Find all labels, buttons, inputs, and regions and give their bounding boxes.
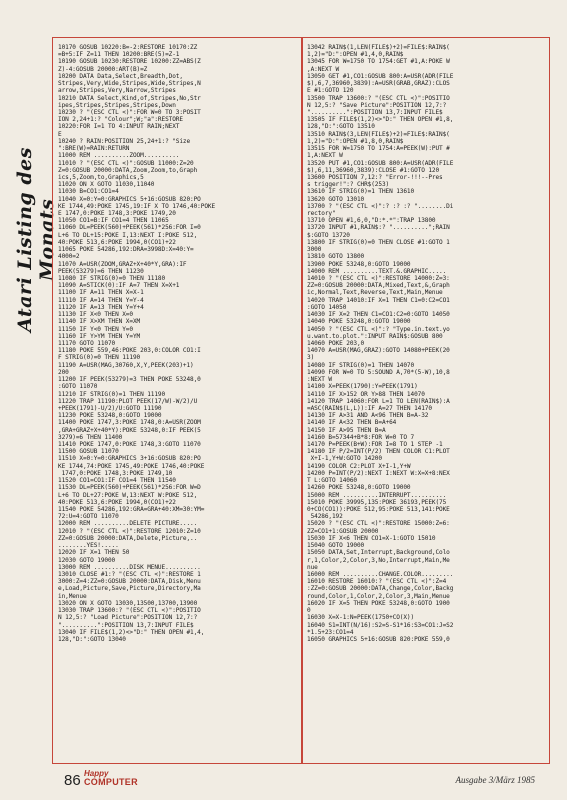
code-line: 13620 GOTO 13010 (307, 195, 365, 203)
code-line: 1,2)="D:":OPEN #1,4,0,RAIN$ (307, 51, 404, 59)
code-line: $),6,7,36960,3839):A=USR(GRAB,GRAZ):CLOS (307, 80, 450, 88)
code-line: 16010 RESTORE 16010:? "(ESC CTL <)":Z=4 (307, 578, 447, 586)
code-line: 12010 ? "(ESC CTL <)":RESTORE 12010:Z=10 (58, 527, 201, 535)
code-line: 14070 A=USR(MAG,GRAZ):GOTO 14080+PEEK(20 (307, 347, 450, 355)
code-line: ZZ=0:GOSUB 20000:DATA,Delete,Picture,.. (58, 534, 198, 542)
code-line: 10170 GOSUB 10220:B=-2:RESTORE 10170:ZZ (58, 44, 198, 51)
code-line: 14010 ? "(ESC CTL <)":RESTORE 14000:Z=3: (307, 275, 450, 282)
code-line: 11220 TRAP 11190:PLOT PEEK(17/W)-W/2)/U (58, 397, 198, 405)
code-line: 13600 POSITION 7,12:? "Error-!!!--Pres (307, 173, 443, 181)
code-line: 15050 DATA,Set,Interrupt,Background,Colo (307, 549, 450, 557)
code-line: 16000 REM ..........CHANGE.COLOR......... (307, 570, 454, 578)
code-line: 10230 ? "(ESC CTL <)":FOR W=0 TO 3:POSIT (58, 108, 201, 116)
code-line: 10240 ? RAIN:POSITION 25,24+1:? "Size (58, 137, 191, 145)
code-line: 13700 ? "(ESC CTL <)":? :? :? "........Di (307, 202, 454, 210)
code-line: ,GRA+GRAZ+X+40*Y):POKE 53248,0:IF PEEK(5 (58, 426, 201, 434)
code-line: 0 (307, 607, 311, 615)
code-line: 11090 A=STICK(0):IF A=7 THEN X=X+1 (58, 282, 180, 290)
code-line: nue (307, 563, 318, 571)
code-line: 14140 IF A<32 THEN B=A+64 (307, 419, 397, 427)
code-line: L+6 TO DL+27:POKE W,13:NEXT W:POKE 512, (58, 491, 198, 499)
code-line: 15040 GOTO 19000 (307, 542, 365, 550)
code-line: 14150 IF A>95 THEN B=A (307, 426, 386, 434)
code-line: 11110 IF A=14 THEN Y=Y-4 (58, 296, 144, 304)
code-line: $),6,11,36960,3839):CLOSE #1:GOTO 120 (307, 166, 440, 174)
code-line: N 12,5:? "Save Picture":POSITION 12,7:? (307, 101, 447, 109)
code-line: 1,2)="D:":OPEN #1,8,0,RAIN$ (307, 137, 404, 145)
happy-computer-logo (84, 769, 138, 791)
code-line: 3) (307, 354, 315, 362)
code-line: $:GOTO 13720 (307, 231, 350, 239)
code-line: 11140 IF X>XM THEN X=XM (58, 318, 141, 326)
code-line: :GOTO 11070 (58, 383, 98, 391)
listing-column-left (58, 44, 296, 760)
code-line: 54286,192 (307, 513, 343, 521)
code-line: 11540 POKE 54286,192:GRA=GRA+40:XM=30:YM= (58, 506, 205, 513)
code-line: 11100 IF A=11 THEN X=X-1 (58, 289, 144, 297)
code-line: 11000 REM ..........ZOOM.......... (58, 152, 180, 160)
code-line: s trigger!":? CHR$(253) (307, 181, 390, 189)
code-line: 11210 IF STRIG(0)=1 THEN 11190 (58, 390, 166, 398)
code-line: 40:POKE 513,6:POKE 1994,0(CO1)+22 (58, 238, 176, 246)
code-line: 13810 GOTO 13800 (307, 253, 365, 261)
code-line: ic,Normal,Text,Reverse,Text,Main,Menue (307, 289, 443, 297)
code-line: =B+5:IF Z=11 THEN 10200:BRE(5)=Z-1 (58, 51, 180, 59)
code-line: 1,A:NEXT W (307, 152, 343, 160)
code-line: 11190 A=USR(MAG,30760,X,Y,PEEK(203)+1) (58, 361, 194, 369)
code-line: 14080 IF STRIG(0)=1 THEN 14070 (307, 361, 415, 369)
code-line: 13045 FOR W=1750 TO 1754:GET #1,A:POKE W (307, 58, 450, 66)
code-line: 3279)=6 THEN 11400 (58, 433, 123, 441)
code-line: 11070 A=USR(ZOOM,GRAZ+X+40*Y,GRA):IF (58, 260, 187, 268)
code-line: 11200 IF PEEK(53279)=3 THEN POKE 53248,0 (58, 376, 201, 384)
code-line: 16040 S1=INT(N/16):S2=S-S1*16:S3=CO1:J=S2 (307, 621, 454, 629)
code-line: 11120 IF A=13 THEN Y=Y+4 (58, 303, 144, 311)
code-line: 14130 IF A>31 AND A<96 THEN B=A-32 (307, 412, 429, 420)
code-line: u.want.to.plot.":INPUT RAIN$:GOSUB 800 (307, 332, 443, 340)
code-line: ics,5,Zoom,to,Graphics,5 (58, 173, 144, 181)
code-line: 16020 IF X=5 THEN POKE 53248,0:GOTO 1900 (307, 599, 450, 607)
code-line: 16030 X=X-1:N=PEEK(1750+CO(X)) (307, 614, 415, 622)
code-line: 13020 ON X GOTO 13030,13500,13700,13900 (58, 599, 198, 607)
code-line: 11510 X=0:Y=0:GRAPHICS 3+16:GOSUB 820:PO (58, 455, 201, 463)
code-line: 10200 DATA Data,Select,Breadth,Dot, (58, 72, 183, 80)
code-line: N 12,5:? "Load Picture":POSITION 12,7:? (58, 614, 198, 622)
code-line: 14030 IF X=2 THEN C1=CO1:C2=0:GOTO 14050 (307, 311, 450, 319)
code-line: 14110 IF X>152 OR Y>88 THEN 14070 (307, 390, 425, 398)
code-line: round,Color,1,Color,2,Color,3,Main,Menue (307, 592, 450, 600)
code-line: E #1:GOTO 120 (307, 87, 354, 95)
code-line: 14000 REM ..........TEXT.&.GRAPHIC..... (307, 267, 447, 275)
code-line: 14040 POKE 53248,0:GOTO 19000 (307, 318, 411, 326)
code-line: "..........":POSITION 13,7:INPUT FILE$ (307, 108, 443, 116)
code-line: 200 (58, 368, 69, 376)
code-line: 13900 POKE 53248,0:GOTO 19000 (307, 260, 411, 268)
code-line: ZZ=CO1+1:GOSUB 20000 (307, 527, 379, 535)
code-line: 11530 DL=PEEK(560)+PEEK(561)*256:FOR W=D (58, 484, 201, 492)
listing-column-right (307, 44, 545, 760)
code-line: 11065 POKE 54286,192:DRA=3998D:X=40:Y= (58, 246, 194, 254)
code-line: E (58, 130, 62, 138)
code-line: 12030 GOTO 19000 (58, 556, 116, 564)
code-line: 11180 POKE 559,46:POKE 203,0:COLOR CO1:I (58, 347, 201, 355)
code-line: *1.5+23:CO1=4 (307, 628, 354, 636)
side-title: Atari Listing des Monats (14, 147, 58, 333)
code-line: 11010 ? "(ESC CTL <)":GOSUB 11000:Z=20 (58, 159, 194, 167)
code-line: Stripes,Very,Wide,Stripes,Wide,Stripes,N (58, 80, 201, 88)
code-line: KE 1744,49:POKE 1745,19:IF X TO 1746,40:POKE (58, 202, 216, 210)
logo-line-2: COMPUTER (84, 777, 138, 787)
code-line: 11080 IF STRIG(0)=0 THEN 11180 (58, 275, 166, 282)
code-line: arrow,Stripes,Very,Narrow,Stripes (58, 87, 176, 95)
code-line: +PEEK(1791)-U/2)/U:GOTO 11190 (58, 404, 162, 412)
code-line: 14170 P=PEEK(B+W):FOR I=8 TO 1 STEP -1 (307, 441, 443, 449)
code-line: 13500 TRAP 13600:? "(ESC CTL <)":POSITIO (307, 94, 450, 102)
code-line: r,1,Color,2,Color,3,No,Interrupt,Main,Me (307, 556, 450, 564)
code-line: 11400 POKE 1747,3:POKE 1748,0:A=USR(ZOOM (58, 419, 201, 427)
code-line: 40:POKE 513,6:POKE 1994,0(CO1)+22 (58, 498, 176, 506)
code-line: 13520 PUT #1,CO1:GOSUB 800:A=USR(ADR(FILE (307, 159, 454, 167)
code-line: 14100 X=PEEK(1790):Y=PEEK(1791) (307, 383, 418, 391)
code-line: L+6 TO DL+15:POKE I,13:NEXT I:POKE 512, (58, 231, 198, 239)
code-line: X+I-1,Y+W:GOTO 14200 (307, 455, 382, 463)
column-divider (301, 37, 303, 764)
code-line: 11130 IF X<0 THEN X=0 (58, 311, 133, 319)
code-line: 11020 ON X GOTO 11030,11040 (58, 181, 155, 189)
code-line: 11050 CO1=B:IF CO1=4 THEN 11065 (58, 217, 169, 225)
issue-label: Ausgabe 3/März 1985 (455, 775, 535, 785)
page-number: 86 (64, 772, 81, 789)
code-line: 13510 RAIN$(3,LEN(FILE$)+2)=FILE$:RAIN$( (307, 130, 450, 138)
code-line: 11060 DL=PEEK(560)+PEEK(561)*256:FOR I=0 (58, 224, 201, 232)
code-line: "..........":POSITION 13,7:INPUT FILE$ (58, 621, 194, 629)
code-line: 4000=2 (58, 253, 80, 261)
logo-line-1: Happy (84, 769, 109, 778)
code-line: 15000 REM ..........INTERRUPT.......... (307, 491, 447, 499)
code-line: :GOTO 14050 (307, 303, 347, 311)
code-line: ........YES!..... (58, 542, 119, 550)
code-line: 14190 COLOR C2:PLOT X+I-1,Y+W (307, 462, 411, 470)
code-line: 14090 FOR W=0 TO 5:SOUND A,70*(5-W),10,8 (307, 368, 450, 376)
code-line: 72:U=4:GOTO 11070 (58, 513, 119, 521)
code-line: 11030 B=CO1:CO1=4 (58, 188, 119, 196)
code-line: 13030 TRAP 13600:? "(ESC CTL <)":POSITIO (58, 607, 201, 615)
code-line: 11170 GOTO 11070 (58, 339, 116, 347)
code-line: Z)-4:GOSUB 20000:ART(B)=Z (58, 65, 148, 73)
code-line: 11410 POKE 1747,0:POKE 1748,3:GOTO 11070 (58, 441, 201, 449)
code-line: 1747,0:POKE 1748,3:POKE 1749,10 (58, 469, 173, 477)
code-line: :NEXT W (307, 376, 332, 384)
code-line: 13000 REM ..........DISK MENUE.......... (58, 563, 201, 571)
code-line: 0+CO(CO1)):POKE 512,95:POKE 513,141:POKE (307, 506, 450, 513)
code-line: 16050 GRAPHICS 5+16:GOSUB 820:POKE 559,0 (307, 635, 450, 643)
code-line: 13505 IF FILE$(1,2)<>"D:" THEN OPEN #1,8, (307, 116, 454, 124)
code-line: 14160 B=57344+B*8:FOR W=0 TO 7 (307, 433, 415, 441)
code-line: 15010 POKE 39995,135:POKE 36193,PEEK(75 (307, 498, 447, 506)
code-line: E 1747,0:POKE 1748,3:POKE 1749,20 (58, 210, 176, 218)
code-line: 11520 CO1=CO1:IF CO1=4 THEN 11540 (58, 477, 176, 485)
code-line: 13800 IF STRIG(0)=0 THEN CLOSE #1:GOTO 1 (307, 238, 450, 246)
code-line: 11160 IF Y>YM THEN Y=YM (58, 332, 141, 340)
code-line: =ASC(RAIN$(L,L)):IF A=27 THEN 14170 (307, 404, 432, 412)
code-line: 11230 POKE 53248,0:GOTO 19000 (58, 412, 162, 420)
code-line: ,A:NEXT W (307, 65, 340, 73)
code-line: 14060 POKE 203,0 (307, 339, 365, 347)
code-line: 128,"D:":GOTO 13510 (307, 123, 375, 131)
code-line: 3000:Z=4:ZZ=0:GOSUB 20000:DATA,Disk,Menu (58, 578, 201, 586)
code-line: 3000 (307, 246, 322, 254)
code-line: :ZZ=0:GOSUB 20000:DATA,Change,Color,Backg (307, 585, 454, 593)
code-line: 128,"D:":GOTO 13040 (58, 635, 126, 643)
code-line: 14260 POKE 53248,0:GOTO 19000 (307, 484, 411, 492)
code-line: 15030 IF X<6 THEN CO1=X-1:GOTO 15010 (307, 534, 436, 542)
code-line: KE 1744,74:POKE 1745,49:POKE 1746,40:POKE (58, 462, 205, 470)
code-line: 14020 TRAP 14010:IF X=1 THEN C1=0:C2=CO1 (307, 296, 450, 304)
code-line: 13720 INPUT #1,RAIN$:? "..........";RAIN (307, 224, 450, 232)
code-line: Z=0:GOSUB 20000:DATA,Zoom,Zoom,to,Graph (58, 166, 198, 174)
code-line: 11040 X=0:Y=0:GRAPHICS 5+16:GOSUB 820:PO (58, 195, 201, 203)
code-line: ION 2,24+1:? "Colour";W;"a":RESTORE (58, 116, 183, 124)
code-line: in,Menue (58, 592, 87, 600)
code-line: ":BRE(W)=RAIN:RETURN (58, 145, 130, 153)
code-line: F STRIG(0)=0 THEN 11190 (58, 354, 141, 362)
code-line: 14200 P=INT(P/2):NEXT I:NEXT W:X=X+8:NEX (307, 469, 450, 477)
code-line: 13610 IF STRIG(0)=1 THEN 13610 (307, 188, 415, 196)
code-line: 14050 ? "(ESC CTL <)":? "Type.in.text.yo (307, 325, 450, 333)
code-line: rectory" (307, 210, 336, 218)
code-line: T L:GOTO 14060 (307, 477, 357, 485)
code-line: 12000 REM ..........DELETE PICTURE..... (58, 520, 198, 528)
code-line: 15020 ? "(ESC CTL <)":RESTORE 15000:Z=6: (307, 520, 450, 528)
code-line: ZZ=0:GOSUB 20000:DATA,Mixed,Text,&,Graph (307, 282, 450, 290)
code-line: 10210 DATA Select,Kind,of,Stripes,No,Str (58, 94, 201, 102)
code-line: 13010 CLOSE #1:? "(ESC CTL <)":RESTORE 1 (58, 570, 201, 578)
code-line: 13515 FOR W=1750 TO 1754:A=PEEK(W):PUT # (307, 145, 450, 153)
code-line: 13042 RAIN$(1,LEN(FILE$)+2)=FILE$:RAIN$( (307, 44, 450, 51)
code-line: 14180 IF P/2=INT(P/2) THEN COLOR C1:PLOT (307, 448, 450, 456)
code-line: 12020 IF X=1 THEN 50 (58, 549, 130, 557)
code-line: 10190 GOSUB 10230:RESTORE 10200:ZZ=ABS(Z (58, 58, 201, 66)
code-line: 10220:FOR I=1 TO 4:INPUT RAIN;NEXT (58, 123, 180, 131)
code-line: 11150 IF Y<0 THEN Y=0 (58, 325, 133, 333)
code-line: e,Load,Picture,Save,Picture,Directory,Ma (58, 585, 201, 593)
code-line: 13050 GET #1,CO1:GOSUB 800:A=USR(ADR(FILE (307, 72, 454, 80)
code-line: PEEK(53279)=6 THEN 11230 (58, 267, 144, 275)
code-line: 14120 TRAP 14060:FOR L=1 TO LEN(RAIN$):A (307, 397, 450, 405)
code-line: 13040 IF FILE$(1,2)<>"D:" THEN OPEN #1,4, (58, 628, 205, 636)
code-line: ipes,Stripes,Stripes,Stripes,Down (58, 101, 176, 109)
code-line: 13710 OPEN #1,6,0,"D:*.*":TRAP 13800 (307, 217, 436, 225)
code-line: 11500 GOSUB 11070 (58, 448, 119, 456)
